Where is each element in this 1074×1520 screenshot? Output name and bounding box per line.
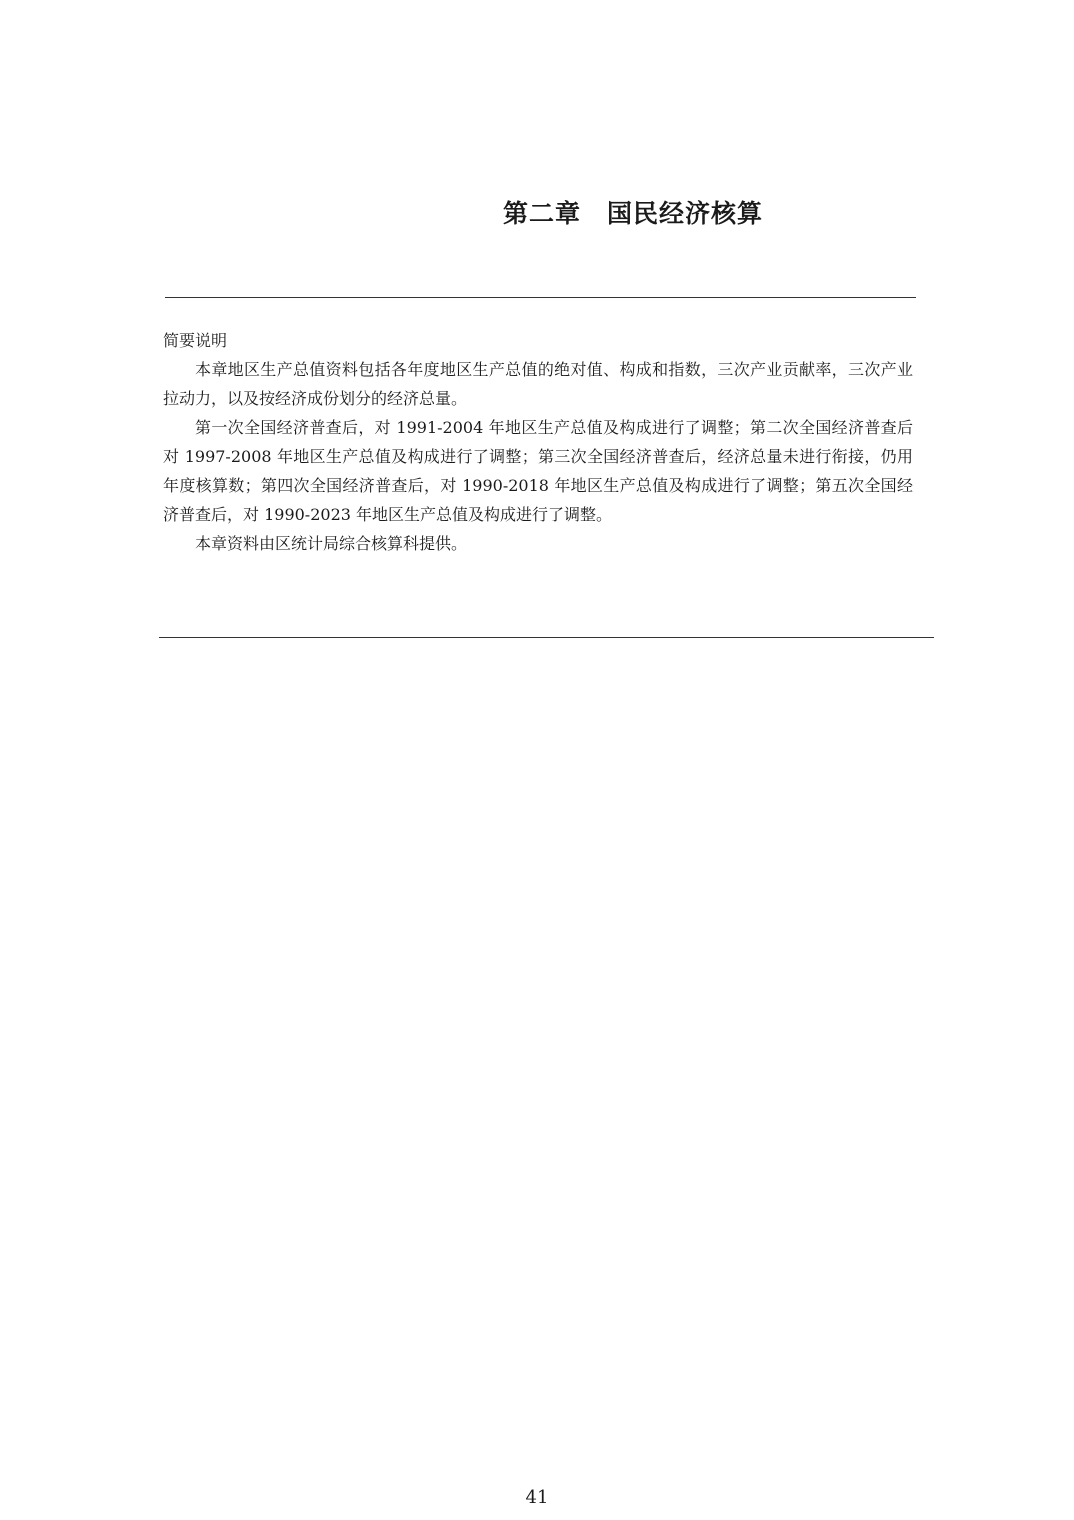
page-number: 41 xyxy=(525,1487,549,1508)
notes-paragraph-2: 第一次全国经济普查后，对 1991-2004 年地区生产总值及构成进行了调整；第二次全国经济普查后对 1997-2008 年地区生产总值及构成进行了调整；第三次全国经济普查后，经济总量未进行衔接，仍用年度核算数；第四次全国经济普查后，对 1990-2018 年地区生产总值及构成进行了调整；第五次全国经济普查后，对 1990-2023 年地区生产总值及构成进行了调整。 xyxy=(163,418,913,524)
chapter-notes xyxy=(163,326,913,558)
bottom-divider xyxy=(159,637,934,638)
notes-paragraph-1: 本章地区生产总值资料包括各年度地区生产总值的绝对值、构成和指数，三次产业贡献率，三次产业拉动力，以及按经济成份划分的经济总量。 xyxy=(163,360,913,408)
notes-paragraph-3: 本章资料由区统计局综合核算科提供。 xyxy=(195,534,468,553)
top-divider xyxy=(165,297,916,298)
chapter-title: 第二章 国民经济核算 xyxy=(503,199,764,228)
notes-heading: 简要说明 xyxy=(163,331,228,350)
